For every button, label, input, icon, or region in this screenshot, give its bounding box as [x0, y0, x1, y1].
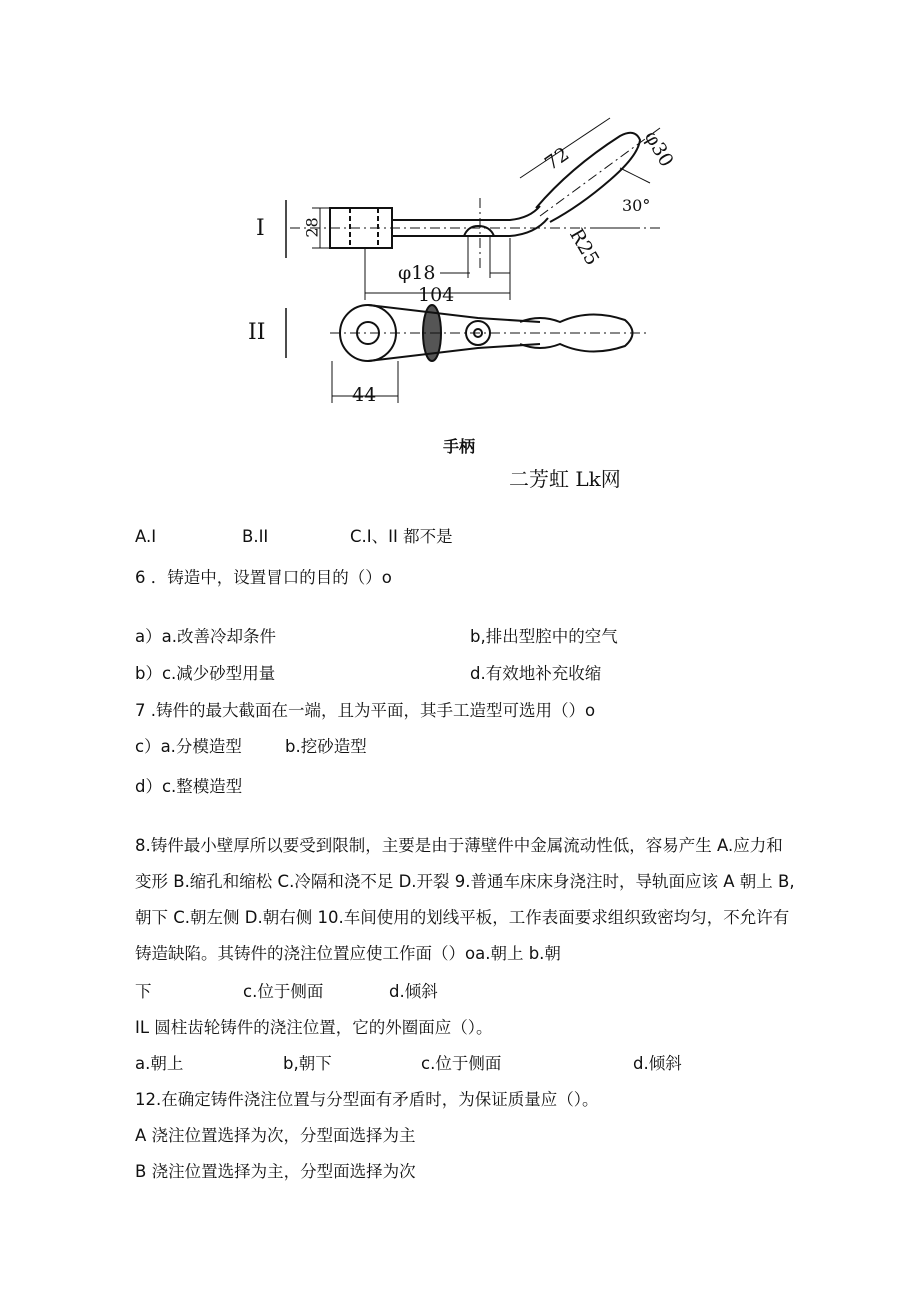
- arm-top-view: [392, 206, 548, 236]
- handle-drawing: [240, 108, 680, 408]
- dim-72: 72: [540, 143, 574, 175]
- hub-bottom-view: [340, 305, 396, 361]
- dim-r25: R25: [565, 224, 604, 270]
- q6-option-a: a）a.改善冷却条件: [135, 627, 276, 646]
- dim-30-deg: 30°: [622, 196, 651, 215]
- dim-104: 104: [418, 284, 455, 306]
- view-label-ii: II: [248, 320, 266, 345]
- q12-option-b: B 浇注位置选择为主，分型面选择为次: [135, 1162, 416, 1181]
- q11-option-a: a.朝上: [135, 1054, 184, 1073]
- q7-stem: 7 .铸件的最大截面在一端，且为平面，其手工造型可选用（）o: [135, 701, 596, 720]
- q7-option-c: d）c.整模造型: [135, 777, 243, 796]
- q6-option-b: b,排出型腔中的空气: [470, 627, 618, 646]
- dim-d18: φ18: [398, 262, 436, 284]
- q7-option-b: b.挖砂造型: [285, 737, 367, 756]
- view-label-i: I: [256, 216, 265, 241]
- q7-option-a: c）a.分模造型: [135, 737, 242, 756]
- q6-option-c: b）c.减少砂型用量: [135, 664, 276, 683]
- q11-option-c: c.位于侧面: [421, 1054, 502, 1073]
- q6-stem: 6 ．铸造中，设置冒口的目的（）o: [135, 568, 392, 587]
- q11-stem: IL 圆柱齿轮铸件的浇注位置，它的外圈面应（）。: [135, 1018, 493, 1037]
- q5-option-a: A.I: [135, 527, 157, 546]
- dim-d30: φ30: [639, 127, 678, 171]
- q8-10-paragraph: 8.铸件最小壁厚所以要受到限制，主要是由于薄壁件中金属流动性低，容易产生 A.应力和变形 B.缩孔和缩松 C.冷隔和浇不足 D.开裂 9.普通车床床身浇注时，导轨面应该 A 朝上 B,朝下 C.朝左侧 D.朝右侧 10.车间使用的划线平板，工作表面要求组织致密均匀，不允许有铸造缺陷。其铸件的浇注位置应使工作面（）oa.朝上 b.朝: [135, 836, 795, 963]
- q10-option-c: c.位于侧面: [243, 982, 324, 1001]
- q12-option-a: A 浇注位置选择为次，分型面选择为主: [135, 1126, 416, 1145]
- q12-stem: 12.在确定铸件浇注位置与分型面有矛盾时，为保证质量应（）。: [135, 1090, 599, 1109]
- q6-option-d: d.有效地补充收缩: [470, 664, 602, 683]
- figure-caption: 手柄: [443, 437, 476, 456]
- q10-option-tail: 下: [135, 982, 152, 1001]
- q11-option-b: b,朝下: [283, 1054, 332, 1073]
- q5-option-c: C.I、II 都不是: [350, 527, 453, 546]
- q5-option-b: B.II: [242, 527, 269, 546]
- dim-28: 28: [302, 217, 322, 238]
- q10-option-d: d.倾斜: [389, 982, 438, 1001]
- dim-44: 44: [352, 384, 377, 406]
- q11-option-d: d.倾斜: [633, 1054, 682, 1073]
- watermark-text: 二芳虹 Lk网: [509, 467, 621, 491]
- handle-drawing-svg: [240, 108, 680, 408]
